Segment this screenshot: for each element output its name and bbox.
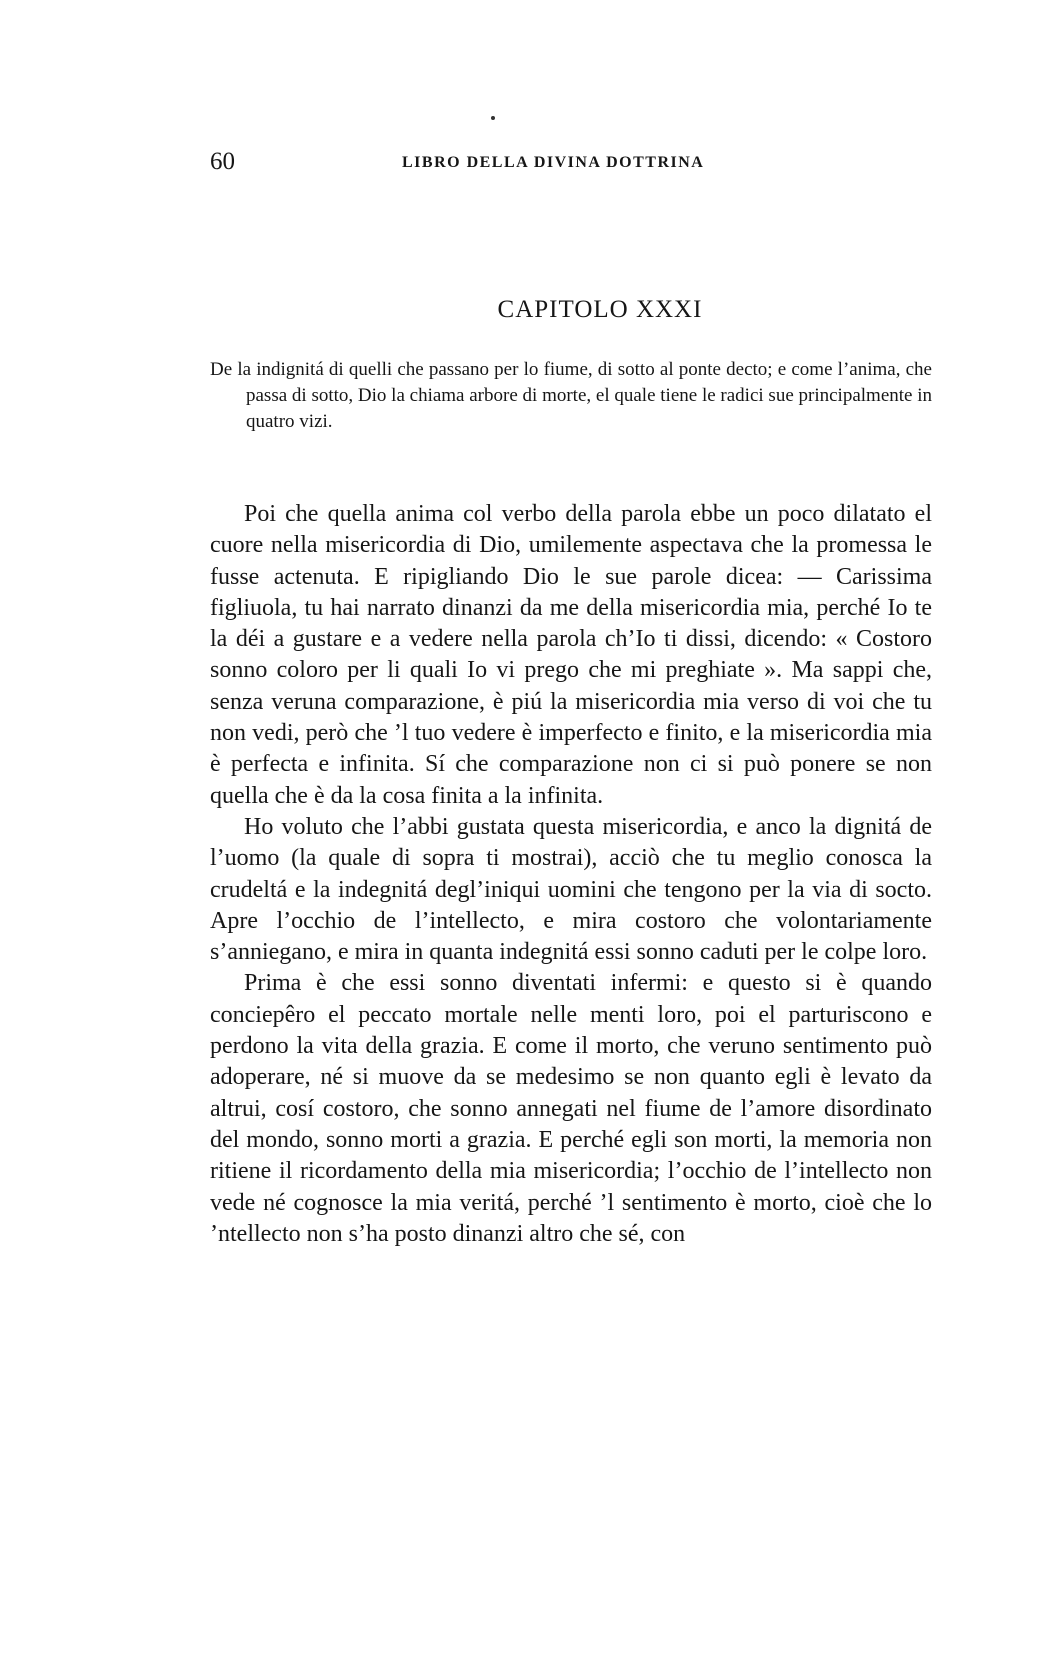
ink-speck [491,116,495,120]
running-head [210,146,932,186]
body-text [210,499,932,1250]
paragraph: Ho voluto che l’abbi gustata questa misericordia, e anco la dignitá de l’uomo (la quale di sopra ti mostrai), acciò che tu meglio conosca la crudeltá e la indegnitá degl’iniqui uomini che tengono per la via di socto. Apre l’occhio de l’intellecto, e mira costoro che volontariamente s’anniegano, e mira in quanta indegnitá essi sonno caduti per le colpe loro. [210,813,932,966]
paragraph: Poi che quella anima col verbo della parola ebbe un poco dilatato el cuore nella misericordia di Dio, umilemente aspectava che la promessa le fusse actenuta. E ripigliando Dio le sue parole dicea: — Carissima figliuola, tu hai narrato dinanzi da me della misericordia mia, perché Io te la déi a gustare e a vedere nella parola ch’Io ti dissi, dicendo: « Costoro sonno coloro per li quali Io vi prego che mi preghiate ». Ma sappi che, senza veruna comparazione, è piú la misericordia mia verso di voi che tu non vedi, però che ’l tuo vedere è imperfecto e finito, e la misericordia mia è perfecta e infinita. Sí che comparazione non ci si può ponere se non quella che è da la cosa finita a la infinita. [210,501,932,809]
chapter-summary: De la indignitá di quelli che passano per lo fiume, di sotto al ponte decto; e come l’anima, che passa di sotto, Dio la chiama arbore di morte, el quale tiene le radici sue principalmente in quatro vizi. [210,359,932,432]
paragraph: Prima è che essi sonno diventati infermi: e questo si è quando conciepêro el peccato mortale nelle menti loro, poi el parturiscono e perdono la vita della grazia. E come il morto, che veruno sentimento può adoperare, né si muove da se medesimo se non quanto egli è levato da altrui, cosí costoro, che sonno annegati nel fiume de l’amore disordinato del mondo, sonno morti a grazia. E perché egli son morti, la memoria non ritiene il ricordamento della mia misericordia; l’occhio de l’intellecto non vede né cognosce la mia veritá, perché ’l sentimento è morto, cioè che lo ’ntellecto non s’ha posto dinanzi altro che sé, con [210,970,932,1247]
running-title: LIBRO DELLA DIVINA DOTTRINA [402,154,705,171]
page-number: 60 [210,148,235,175]
chapter-title: CAPITOLO XXXI [497,296,703,323]
